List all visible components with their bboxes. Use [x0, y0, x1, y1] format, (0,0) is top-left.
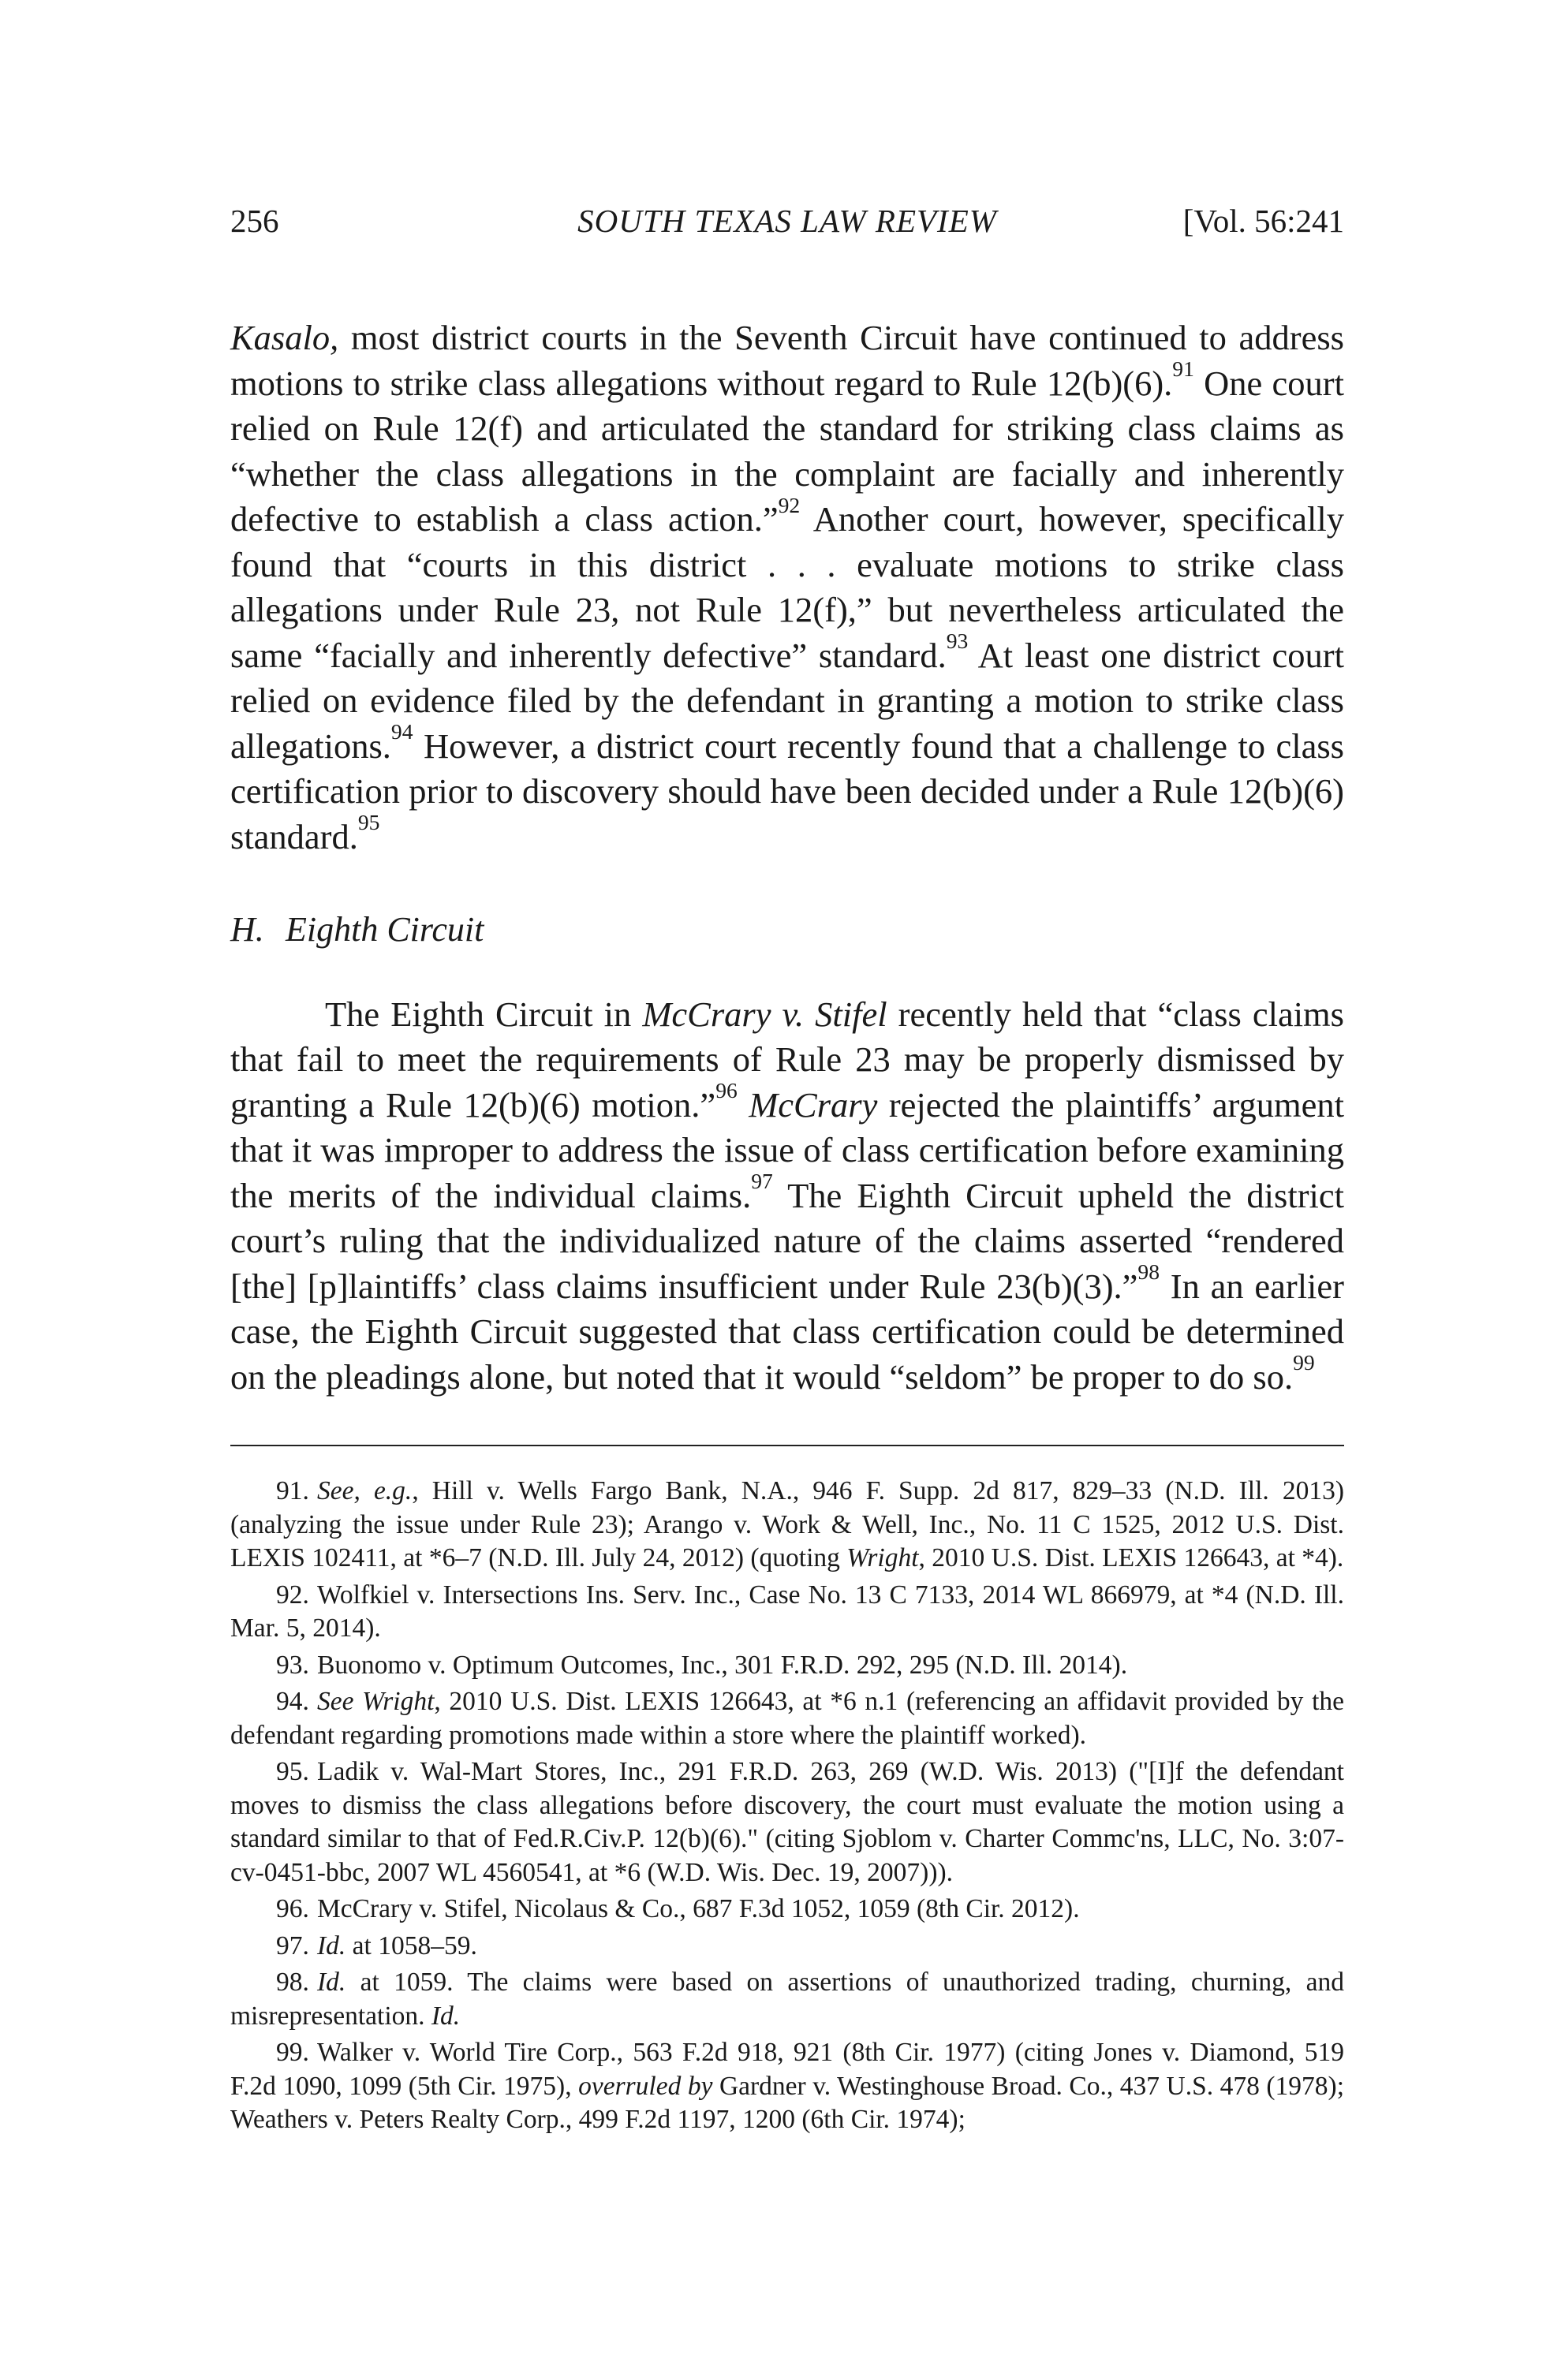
volume-citation: [Vol. 56:241 [1182, 203, 1344, 239]
text-run: Another court, however, specifically found that “courts in this district . . . evaluate motions to strike class allegations under Rule 23, not Rule 12(f),” but nevertheless articulated the same “facially and inherently defective” standard. [230, 499, 1344, 675]
text-run [738, 1085, 749, 1125]
text-run: , Hill v. Wells Fargo Bank, N.A., 946 F. Supp. 2d 817, 829–33 (N.D. Ill. 2013) (analyzing the issue under Rule 23); Arango v. Work & Well, Inc., No. 11 C 1525, 2012 U.S. Dist. LEXIS 102411, at *6–7 (N.D. Ill. July 24, 2012) (quoting [230, 1476, 1344, 1572]
footnote-ref[interactable]: 95 [357, 810, 380, 835]
italic-run: Wright [846, 1543, 919, 1572]
text-run: McCrary v. Stifel, Nicolaus & Co., 687 F.3d 1052, 1059 (8th Cir. 2012). [317, 1894, 1080, 1923]
text-run: Walker v. World Tire Corp., 563 F.2d 918, 921 (8th Cir. 1977) (citing Jones v. Diamond, 519 F.2d 1090, 1099 (5th Cir. 1975), [230, 2038, 1344, 2101]
paragraph-eighth-circuit [230, 992, 1344, 1401]
footnote-96 [230, 1893, 1344, 1927]
text-run: most district courts in the Seventh Circuit have continued to address motions to strike class allegations without regard to Rule 12(b)(6). [230, 318, 1344, 403]
section-letter: H. [230, 910, 264, 949]
footnote-ref[interactable]: 93 [946, 629, 969, 654]
italic-run: Id. [431, 2001, 461, 2031]
italic-run: See Wright [317, 1687, 435, 1716]
footnote-number: 94. [276, 1687, 309, 1716]
footnote-number: 95. [276, 1757, 309, 1786]
page-number: 256 [230, 203, 279, 239]
text-run: One court relied on Rule 12(f) and articulated the standard for striking class claims as “whether the class allegations in the complaint are facially and inherently defective to establish a class action.” [230, 363, 1344, 539]
case-name-kasalo: Kasalo, [230, 318, 339, 357]
running-header [230, 197, 1344, 244]
journal-title: SOUTH TEXAS LAW REVIEW [577, 203, 997, 239]
footnote-ref[interactable]: 99 [1293, 1350, 1315, 1375]
text-run: The Eighth Circuit in [325, 994, 643, 1034]
text-run: at 1059. The claims were based on assertions of unauthorized trading, churning, and misrepresentation. [230, 1968, 1344, 2031]
footnote-91 [230, 1475, 1344, 1576]
text-run: However, a district court recently found that a challenge to class certification prior to discovery should have been decided under a Rule 12(b)(6) standard. [230, 726, 1344, 856]
text-run: rejected the plaintiffs’ argument that it was improper to address the issue of class certification before examining the merits of the individual claims. [230, 1084, 1344, 1215]
case-name: McCrary [749, 1084, 878, 1125]
italic-run: See, e.g. [317, 1476, 413, 1505]
footnote-number: 93. [276, 1650, 309, 1680]
text-run: at 1058–59. [345, 1930, 477, 1960]
italic-run: overruled by [578, 2071, 713, 2101]
text-run: Buonomo v. Optimum Outcomes, Inc., 301 F.R.D. 292, 295 (N.D. Ill. 2014). [317, 1650, 1128, 1680]
text-run: , 2010 U.S. Dist. LEXIS 126643, at *4). [918, 1543, 1344, 1572]
text-run: In an earlier case, the Eighth Circuit suggested that class certification could be determined on the pleadings alone, but noted that it would “seldom” be proper to do so. [230, 1266, 1344, 1397]
italic-run: Id. [317, 1930, 346, 1960]
footnote-ref[interactable]: 98 [1137, 1259, 1160, 1285]
footnote-ref[interactable]: 91 [1172, 356, 1194, 382]
footnote-number: 99. [276, 2038, 309, 2067]
text-run: Ladik v. Wal-Mart Stores, Inc., 291 F.R.D. 263, 269 (W.D. Wis. 2013) ("[I]f the defendant moves to dismiss the class allegations before discovery, the court must evaluate the motion using a standard similar to that of Fed.R.Civ.P. 12(b)(6)." (citing Sjoblom v. Charter Commc'ns, LLC, No. 3:07-cv-0451-bbc, 2007 WL 4560541, at *6 (W.D. Wis. Dec. 19, 2007))). [230, 1757, 1344, 1887]
footnote-93 [230, 1649, 1344, 1683]
footnote-divider [230, 1445, 1344, 1446]
text-run: , 2010 U.S. Dist. LEXIS 126643, at *6 n.1 (referencing an affidavit provided by the defendant regarding promotions made within a store where the plaintiff worked). [230, 1687, 1344, 1750]
case-name: McCrary v. Stifel [642, 994, 887, 1034]
text-run: Wolfkiel v. Intersections Ins. Serv. Inc., Case No. 13 C 7133, 2014 WL 866979, at *4 (N.D. Ill. Mar. 5, 2014). [230, 1580, 1344, 1643]
footnote-ref[interactable]: 97 [751, 1169, 773, 1194]
footnote-99 [230, 2036, 1344, 2137]
footnotes [230, 1475, 1344, 2140]
footnote-92 [230, 1579, 1344, 1646]
footnote-ref[interactable]: 96 [715, 1078, 738, 1103]
footnote-ref[interactable]: 94 [390, 719, 413, 744]
footnote-97 [230, 1930, 1344, 1964]
footnote-number: 98. [276, 1968, 309, 1997]
paragraph-seventh-circuit [230, 315, 1344, 860]
footnote-ref[interactable]: 92 [778, 492, 801, 517]
footnote-number: 92. [276, 1580, 309, 1610]
text-run: recently held that “class claims that fail to meet the requirements of Rule 23 may be properly dismissed by granting a Rule 12(b)(6) motion.” [230, 994, 1344, 1125]
section-title: Eighth Circuit [286, 910, 484, 949]
footnote-98 [230, 1966, 1344, 2033]
footnote-94 [230, 1685, 1344, 1752]
text-run: At least one district court relied on evidence filed by the defendant in granting a motion to strike class allegations. [230, 635, 1344, 766]
footnote-number: 96. [276, 1894, 309, 1923]
text-run: The Eighth Circuit upheld the district court’s ruling that the individualized nature of the claims asserted “rendered [the] [p]laintiffs’ class claims insufficient under Rule 23(b)(3).” [230, 1175, 1344, 1306]
italic-run: Id. [317, 1968, 346, 1997]
section-heading [230, 907, 1344, 953]
main-text [230, 315, 1344, 1400]
text-run: Gardner v. Westinghouse Broad. Co., 437 U.S. 478 (1978); Weathers v. Peters Realty Corp., 499 F.2d 1197, 1200 (6th Cir. 1974); [230, 2071, 1345, 2134]
footnote-95 [230, 1755, 1344, 1889]
footnote-number: 91. [276, 1476, 309, 1505]
footnote-number: 97. [276, 1930, 309, 1960]
